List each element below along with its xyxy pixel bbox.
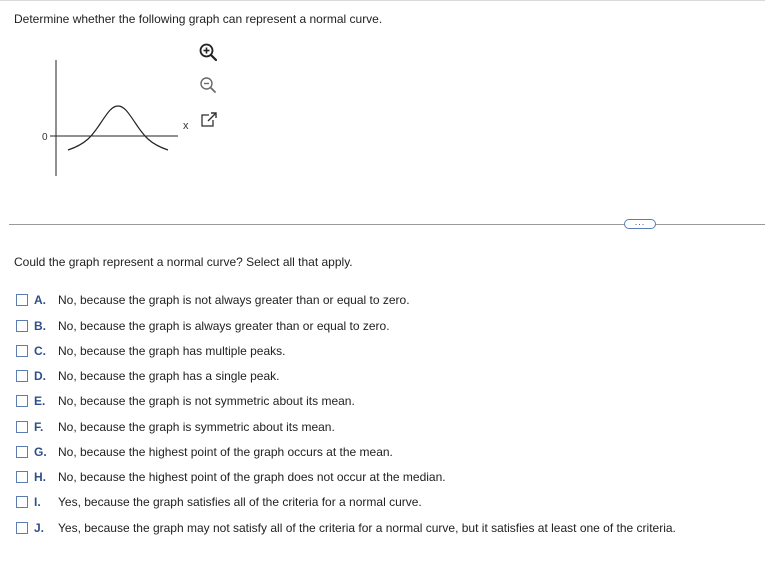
checkbox[interactable] bbox=[16, 294, 28, 306]
bell-curve bbox=[68, 106, 168, 150]
option-letter: D. bbox=[34, 369, 46, 383]
option-b[interactable] bbox=[16, 318, 390, 334]
subquestion-text: Could the graph represent a normal curve? Select all that apply. bbox=[14, 255, 353, 269]
checkbox[interactable] bbox=[16, 345, 28, 357]
option-text: No, because the graph is always greater than or equal to zero. bbox=[58, 319, 390, 333]
option-letter: J. bbox=[34, 521, 45, 535]
option-e[interactable] bbox=[16, 393, 355, 409]
checkbox[interactable] bbox=[16, 370, 28, 382]
option-h[interactable] bbox=[16, 469, 446, 485]
option-letter: E. bbox=[34, 394, 46, 408]
option-j[interactable] bbox=[16, 520, 676, 536]
x-axis-label: x bbox=[183, 120, 189, 132]
more-options-label: ... bbox=[634, 217, 646, 227]
option-text: No, because the graph has a single peak. bbox=[58, 369, 280, 383]
option-letter: I. bbox=[34, 495, 41, 509]
checkbox[interactable] bbox=[16, 471, 28, 483]
option-d[interactable] bbox=[16, 368, 279, 384]
option-text: No, because the graph is symmetric about its mean. bbox=[58, 420, 335, 434]
option-g[interactable] bbox=[16, 444, 393, 460]
y-tick-label: 0 bbox=[42, 132, 48, 143]
curve-graph bbox=[36, 56, 196, 181]
option-i[interactable] bbox=[16, 494, 422, 510]
zoom-out-icon bbox=[197, 74, 219, 96]
top-rule bbox=[0, 0, 765, 1]
option-letter: B. bbox=[34, 319, 46, 333]
option-text: No, because the graph has multiple peaks. bbox=[58, 344, 286, 358]
question-text: Determine whether the following graph can represent a normal curve. bbox=[14, 12, 383, 26]
checkbox[interactable] bbox=[16, 421, 28, 433]
option-c[interactable] bbox=[16, 343, 285, 359]
zoom-in-button[interactable] bbox=[197, 41, 219, 63]
zoom-in-icon bbox=[197, 41, 219, 63]
option-letter: G. bbox=[34, 445, 47, 459]
more-options-button[interactable] bbox=[624, 219, 656, 229]
popout-button[interactable] bbox=[198, 109, 220, 131]
option-text: No, because the graph is not symmetric about its mean. bbox=[58, 394, 355, 408]
option-text: Yes, because the graph satisfies all of the criteria for a normal curve. bbox=[58, 495, 422, 509]
option-text: Yes, because the graph may not satisfy all of the criteria for a normal curve, but it satisfies at least one of the criteria. bbox=[58, 521, 676, 535]
option-f[interactable] bbox=[16, 419, 335, 435]
option-text: No, because the highest point of the graph occurs at the mean. bbox=[58, 445, 393, 459]
checkbox[interactable] bbox=[16, 496, 28, 508]
checkbox[interactable] bbox=[16, 395, 28, 407]
option-letter: F. bbox=[34, 420, 44, 434]
checkbox[interactable] bbox=[16, 446, 28, 458]
checkbox[interactable] bbox=[16, 522, 28, 534]
zoom-out-button[interactable] bbox=[197, 74, 219, 96]
checkbox[interactable] bbox=[16, 320, 28, 332]
option-letter: A. bbox=[34, 293, 46, 307]
option-letter: C. bbox=[34, 344, 46, 358]
option-text: No, because the graph is not always greater than or equal to zero. bbox=[58, 293, 410, 307]
option-letter: H. bbox=[34, 470, 46, 484]
external-link-icon bbox=[198, 109, 220, 131]
option-a[interactable] bbox=[16, 292, 410, 308]
option-text: No, because the highest point of the graph does not occur at the median. bbox=[58, 470, 446, 484]
